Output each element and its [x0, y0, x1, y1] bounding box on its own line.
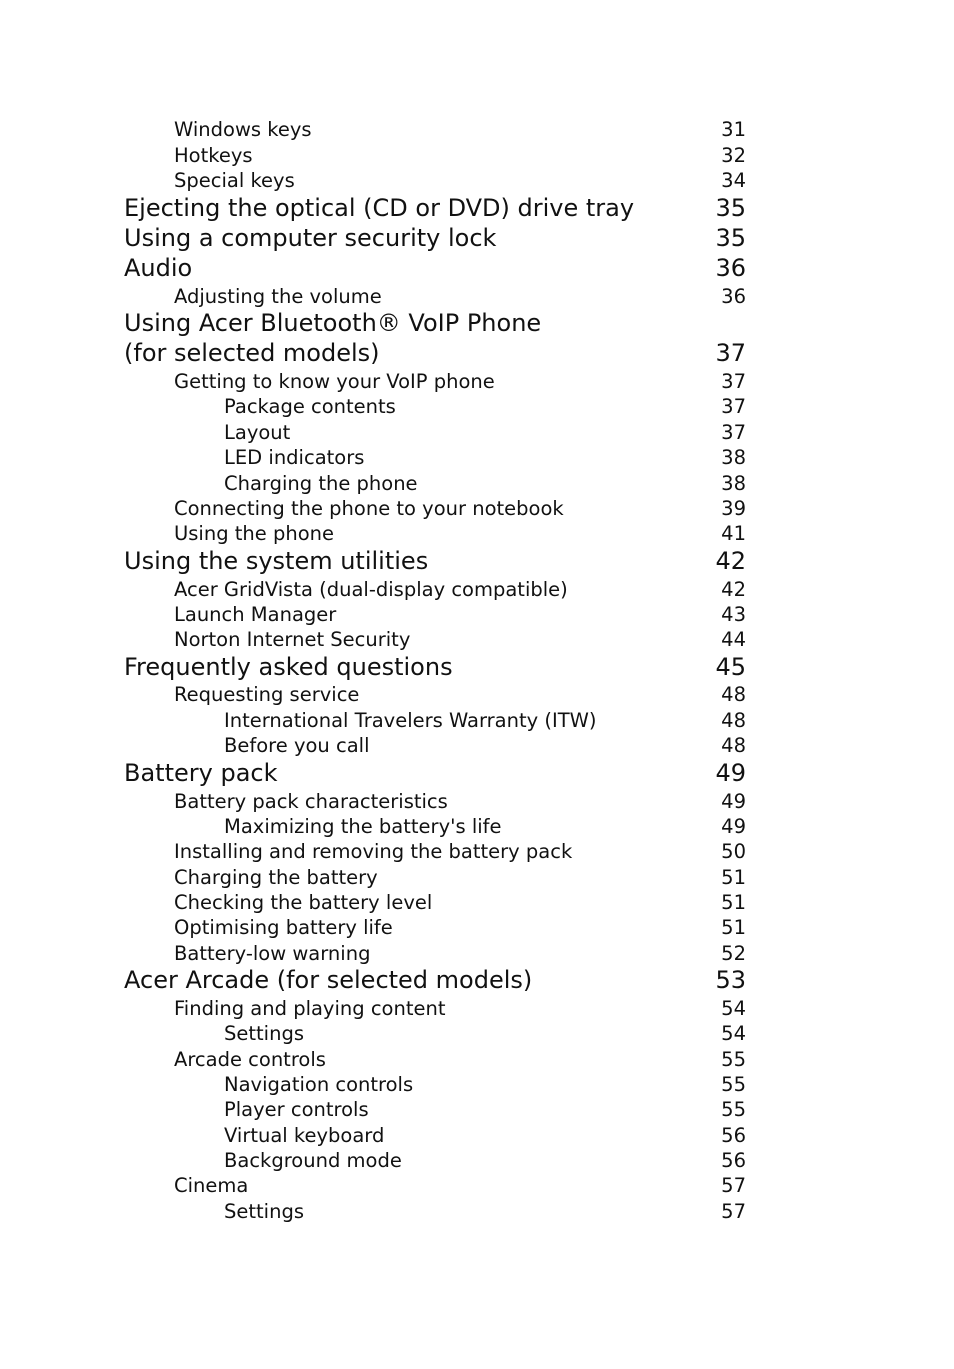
toc-entry-title: Acer GridVista (dual-display compatible) [174, 578, 568, 601]
toc-entry-page-number: 36 [721, 285, 746, 308]
toc-entry-page-number: 56 [721, 1124, 746, 1147]
toc-entry-title: Windows keys [174, 118, 312, 141]
toc-entry-title: Ejecting the optical (CD or DVD) drive tray [124, 194, 635, 222]
toc-entry-page-number: 37 [721, 395, 746, 418]
toc-entry-page-number: 54 [721, 1022, 746, 1045]
toc-entry-title: Using the system utilities [124, 547, 429, 575]
toc-entry-title: Hotkeys [174, 144, 253, 167]
toc-entry-page-number: 57 [721, 1174, 746, 1197]
toc-entry-page-number: 41 [721, 522, 746, 545]
toc-entry-title: (for selected models) [124, 339, 380, 367]
toc-entry-title: Audio [124, 254, 193, 282]
toc-entry-title: Optimising battery life [174, 916, 393, 939]
toc-entry-page-number: 38 [721, 446, 746, 469]
toc-entry-title: Checking the battery level [174, 891, 433, 914]
toc-entry-title: Player controls [224, 1098, 369, 1121]
toc-entry-page-number: 53 [715, 966, 746, 994]
toc-entry-page-number: 37 [721, 421, 746, 444]
toc-entry-title: Background mode [224, 1149, 402, 1172]
toc-entry-title: Package contents [224, 395, 396, 418]
toc-entry-page-number: 45 [715, 653, 746, 681]
toc-entry-title: Battery-low warning [174, 942, 371, 965]
toc-entry-title: Battery pack characteristics [174, 790, 448, 813]
toc-entry-page-number: 42 [721, 578, 746, 601]
toc-entry-title: Charging the battery [174, 866, 378, 889]
toc-entry-page-number: 35 [715, 194, 746, 222]
toc-entry-title: Finding and playing content [174, 997, 446, 1020]
toc-entry-title: Arcade controls [174, 1048, 326, 1071]
toc-entry-title: Using the phone [174, 522, 335, 545]
toc-entry-page-number: 44 [721, 628, 746, 651]
toc-entry-title: Using Acer Bluetooth® VoIP Phone [124, 309, 542, 337]
toc-entry-page-number: 39 [721, 497, 746, 520]
toc-entry-page-number: 37 [721, 370, 746, 393]
toc-entry-title: Before you call [224, 734, 370, 757]
toc-entry-title: Settings [224, 1022, 304, 1045]
toc-entry-page-number: 36 [715, 254, 746, 282]
toc-entry-page-number: 56 [721, 1149, 746, 1172]
toc-entry-page-number: 48 [721, 709, 746, 732]
toc-entry-title: Getting to know your VoIP phone [174, 370, 495, 393]
toc-entry-page-number: 43 [721, 603, 746, 626]
toc-entry-title: Charging the phone [224, 472, 418, 495]
toc-entry-page-number: 42 [715, 547, 746, 575]
toc-entry-title: Navigation controls [224, 1073, 414, 1096]
toc-entry-page-number: 34 [721, 169, 746, 192]
toc-entry-page-number: 55 [721, 1073, 746, 1096]
toc-entry-title: Virtual keyboard [224, 1124, 385, 1147]
toc-entry-title: Layout [224, 421, 291, 444]
toc-entry-title: Maximizing the battery's life [224, 815, 502, 838]
toc-entry-page-number: 51 [721, 916, 746, 939]
toc-entry-page-number: 38 [721, 472, 746, 495]
toc-entry-page-number: 49 [721, 815, 746, 838]
toc-entry-page-number: 31 [721, 118, 746, 141]
toc-entry-title: Connecting the phone to your notebook [174, 497, 564, 520]
toc-entry-page-number: 51 [721, 891, 746, 914]
toc-entry-page-number: 54 [721, 997, 746, 1020]
toc-entry-page-number: 51 [721, 866, 746, 889]
toc-entry-page-number: 37 [715, 339, 746, 367]
toc-entry-title: Requesting service [174, 683, 360, 706]
toc-entry-page-number: 48 [721, 734, 746, 757]
toc-entry-title: Adjusting the volume [174, 285, 382, 308]
toc-entry-title: International Travelers Warranty (ITW) [224, 709, 597, 732]
toc-entry-title: Acer Arcade (for selected models) [124, 966, 533, 994]
toc-entry-page-number: 35 [715, 224, 746, 252]
toc-entry-page-number: 55 [721, 1098, 746, 1121]
toc-entry-page-number: 57 [721, 1200, 746, 1223]
toc-entry-title: Battery pack [124, 759, 278, 787]
toc-entry-title: Launch Manager [174, 603, 337, 626]
toc-entry-page-number: 32 [721, 144, 746, 167]
toc-entry-title: Norton Internet Security [174, 628, 411, 651]
toc-entry-title: Settings [224, 1200, 304, 1223]
toc-entry-page-number: 49 [721, 790, 746, 813]
toc-entry-page-number: 48 [721, 683, 746, 706]
toc-entry-title: Cinema [174, 1174, 249, 1197]
toc-entry-title: Using a computer security lock [124, 224, 497, 252]
toc-entry-page-number: 50 [721, 840, 746, 863]
toc-entry-page-number: 52 [721, 942, 746, 965]
toc-entry-title: Special keys [174, 169, 295, 192]
toc-entry-page-number: 55 [721, 1048, 746, 1071]
toc-entry-title: Frequently asked questions [124, 653, 453, 681]
toc-entry-page-number: 49 [715, 759, 746, 787]
toc-entry-title: Installing and removing the battery pack [174, 840, 573, 863]
toc-entry-title: LED indicators [224, 446, 365, 469]
